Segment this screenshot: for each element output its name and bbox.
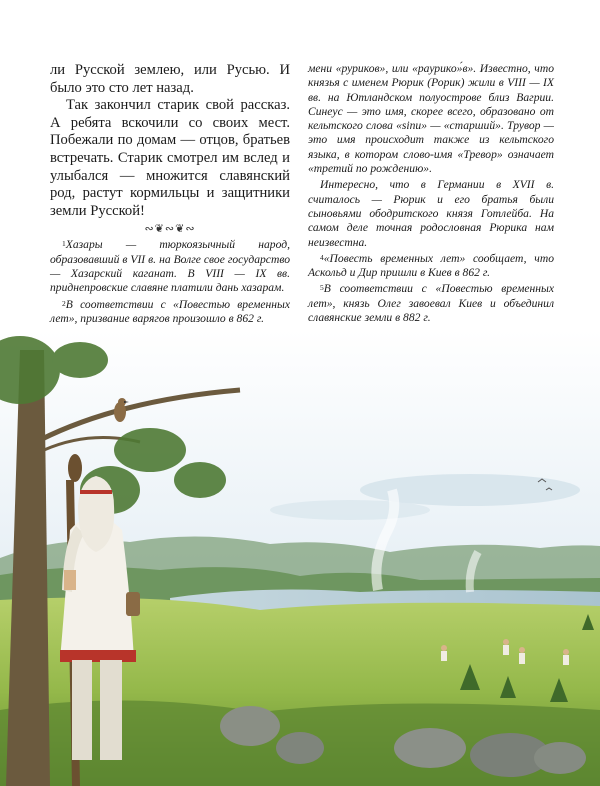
footnote-number: 4 [320,252,324,262]
footnote-number: 5 [320,283,324,293]
footnote-text: Хазары — тюркоязычный народ, образовавший в VII в. на Волге свое государство — Хазарский каганат. В VIII — IX вв. приднепровские славяне платили дань хазарам. [50,238,290,295]
footnote-continuation [308,62,554,176]
main-paragraph: ли Русской землею, или Русью. И было это сто лет назад. [50,62,290,96]
footnote-number: 1 [62,239,66,249]
ornament-divider: ∾❦∾❦∾ [144,223,196,236]
footnote-text: «Повесть временных лет» сообщает, что Аскольд и Дир пришли в Киев в 862 г. [308,251,554,280]
landscape-illustration [0,330,600,786]
footnote [308,282,554,325]
footnote-text: В соответствии с «Повестью временных лет», князь Олег завоевал Киев и объединил славянские земли в 882 г. [308,282,554,325]
footnote-text: Интересно, что в Германии в XVII в. считалось — Рюрик и его братья были сыновьями ободритского князя Готлейба. На самом деле точная родословная Рюрика нам неизвестна. [308,178,554,249]
footnote-number: 2 [62,298,66,308]
footnote [308,252,554,281]
left-column [50,62,290,357]
right-column [308,62,554,325]
main-text [50,62,290,220]
footnote-text: В соответствии с «Повестью временных лет», призвание варягов произошло в 862 г. [50,297,290,325]
footnote [50,298,290,327]
footnote-text: мени «руриков», или «раурико»́в». Известно, что князья с именем Рюрик (Рорик) жили в VIII — IX вв. на Ютландском полуострове близ Вагрии. Синеус — это имя, скорее всего, образовано от кельтского слова «sinu» — «старший». Трувор — это имя происходит также из кельтского языка, в котором слово-имя «Тревор» означает «третий по рождению». [308,62,554,176]
main-paragraph: Так закончил старик свой рассказ. А ребята вскочили со своих мест. Побежали по домам — отцов, братьев встречать. Старик смотрел им вслед и улыбался — множится славянский род, растут кормильцы и защитники земли Русской! [50,97,290,219]
footnote [50,238,290,295]
cloud [270,500,430,520]
footnote [308,178,554,249]
